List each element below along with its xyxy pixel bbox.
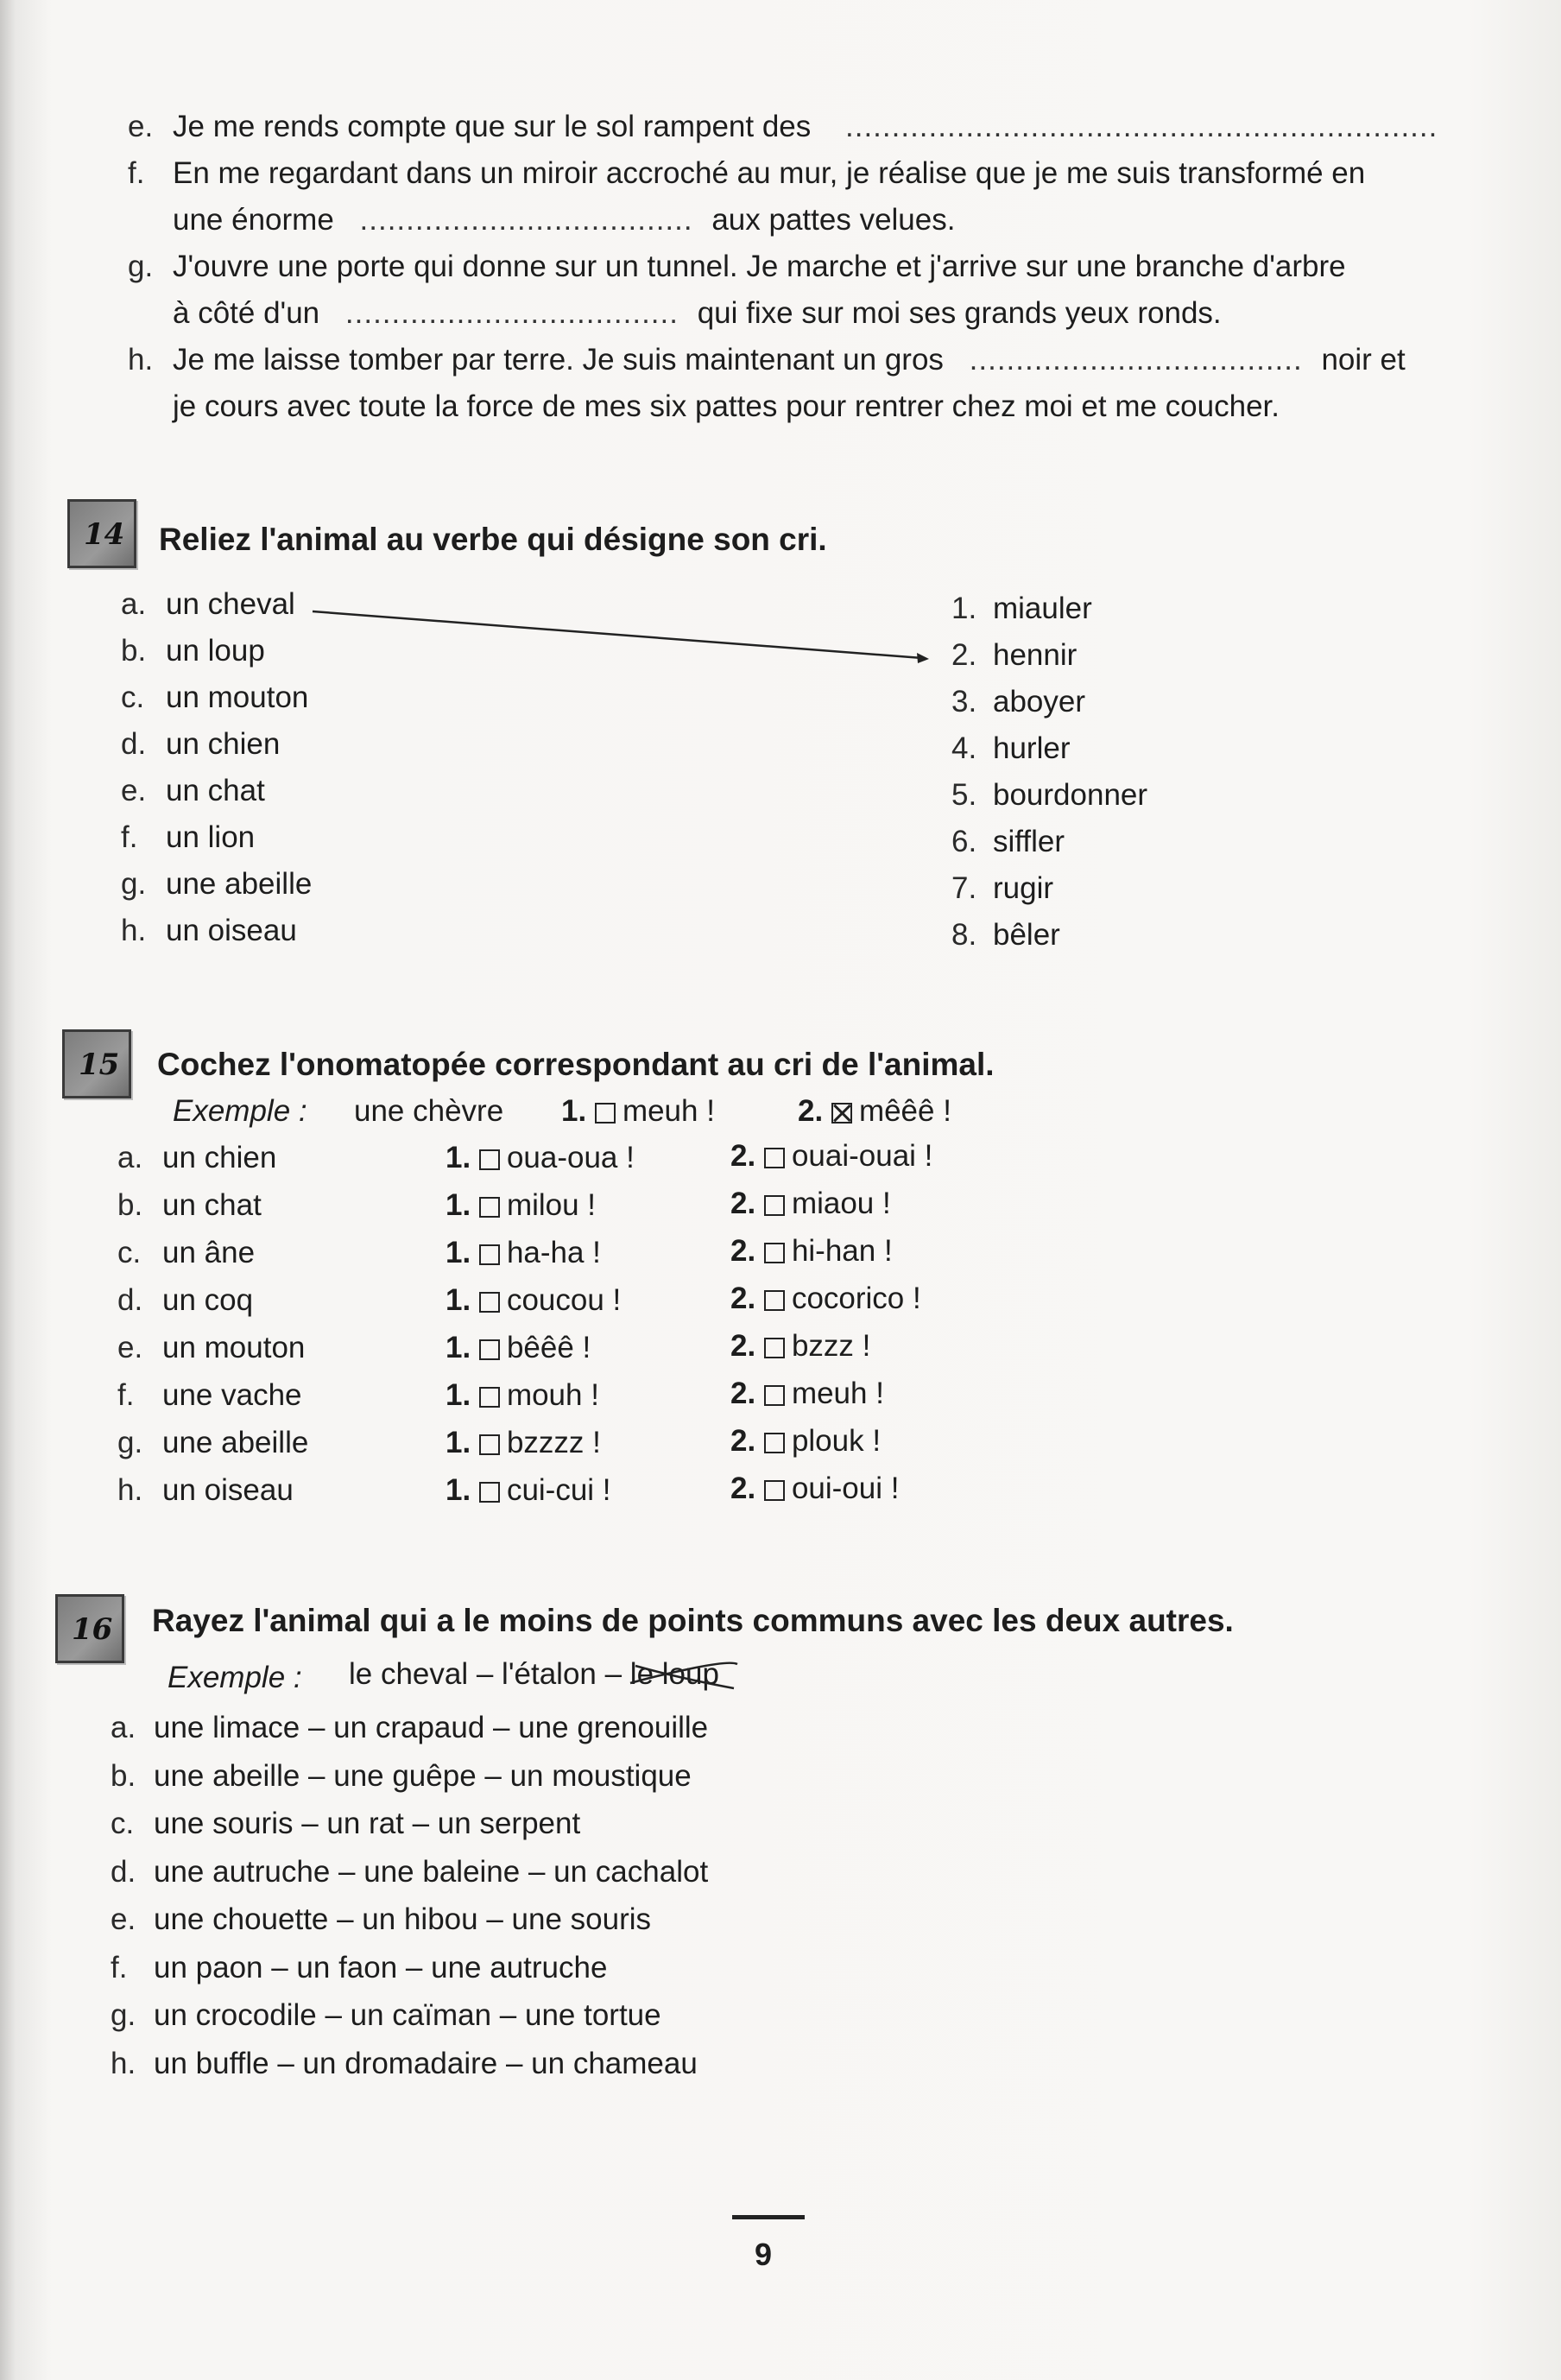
ex13-item-g-cont: à côté d'un .................................... qui fixe sur moi ses grands yeux ronds. <box>173 296 1222 330</box>
ex13-item-h-cont: je cours avec toute la force de mes six pattes pour rentrer chez moi et me coucher. <box>173 389 1280 423</box>
list-item[interactable]: 6. siffler <box>951 825 1065 858</box>
list-item[interactable]: d. une autruche – une baleine – un cachalot <box>111 1854 709 1889</box>
table-row: b. un chat <box>117 1188 262 1222</box>
list-item[interactable]: f. un lion <box>121 820 256 854</box>
checkbox[interactable] <box>764 1480 785 1501</box>
list-item[interactable]: a. un cheval <box>121 587 295 621</box>
exercise-number-badge: 15 <box>62 1029 131 1098</box>
option-1: 1. mouh ! <box>446 1378 599 1412</box>
answer-blank[interactable]: .................................... <box>969 343 1303 377</box>
example-option-1: 1. meuh ! <box>561 1094 715 1128</box>
list-item[interactable]: c. un mouton <box>121 680 309 714</box>
option-1: 1. cui-cui ! <box>446 1473 611 1507</box>
exercise-16-title: Rayez l'animal qui a le moins de points communs avec les deux autres. <box>152 1603 1234 1638</box>
table-row: h. un oiseau <box>117 1473 294 1507</box>
list-item[interactable]: b. une abeille – une guêpe – un moustique <box>111 1758 692 1793</box>
option-1: 1. coucou ! <box>446 1283 622 1317</box>
option-1: 1. oua-oua ! <box>446 1141 635 1174</box>
option-2: 2. oui-oui ! <box>730 1472 900 1505</box>
list-item[interactable]: h. un oiseau <box>121 914 297 947</box>
checkbox[interactable] <box>479 1244 500 1265</box>
list-item[interactable]: a. une limace – un crapaud – une grenouille <box>111 1711 709 1744</box>
option-2: 2. meuh ! <box>730 1377 884 1410</box>
example-option-2: 2. mêêê ! <box>798 1094 951 1128</box>
list-item[interactable]: h. un buffle – un dromadaire – un chameau <box>111 2046 698 2080</box>
table-row: e. un mouton <box>117 1331 306 1364</box>
ex16-example-text: le cheval – l'étalon – le loup <box>349 1656 719 1693</box>
checkbox[interactable] <box>595 1103 616 1124</box>
checkbox[interactable] <box>479 1292 500 1313</box>
strike-through-mark <box>627 1659 741 1695</box>
checkbox[interactable] <box>764 1433 785 1453</box>
answer-blank[interactable]: .................................... <box>359 203 693 237</box>
checkbox[interactable] <box>479 1434 500 1455</box>
option-2: 2. ouai-ouai ! <box>730 1139 933 1173</box>
ex13-item-e: e. Je me rends compte que sur le sol rampent des ................................................................ <box>128 110 1438 143</box>
option-2: 2. cocorico ! <box>730 1282 921 1315</box>
checkbox[interactable] <box>764 1148 785 1168</box>
struck-word: le loup <box>630 1657 719 1691</box>
list-item[interactable]: g. une abeille <box>121 867 313 901</box>
option-2: 2. hi-han ! <box>730 1234 893 1268</box>
list-item[interactable]: c. une souris – un rat – un serpent <box>111 1807 581 1840</box>
option-2: 2. plouk ! <box>730 1424 882 1458</box>
checkbox[interactable] <box>764 1195 785 1216</box>
checkbox[interactable] <box>479 1339 500 1360</box>
checkbox[interactable] <box>479 1149 500 1170</box>
ex16-example: Exemple : <box>167 1661 302 1694</box>
exercise-number-badge: 16 <box>55 1594 124 1663</box>
ex13-item-g: g. J'ouvre une porte qui donne sur un tunnel. Je marche et j'arrive sur une branche d'arbre <box>128 250 1346 283</box>
option-1: 1. milou ! <box>446 1188 597 1222</box>
table-row: a. un chien <box>117 1141 277 1174</box>
checkbox[interactable] <box>479 1482 500 1503</box>
example-animal: une chèvre <box>354 1094 504 1128</box>
table-row: d. un coq <box>117 1283 254 1317</box>
list-item[interactable]: e. un chat <box>121 774 265 807</box>
ex13-item-h: h. Je me laisse tomber par terre. Je suis maintenant un gros .................................... noir et <box>128 343 1406 377</box>
list-item[interactable]: e. une chouette – un hibou – une souris <box>111 1902 651 1936</box>
checkbox[interactable] <box>764 1290 785 1311</box>
table-row: f. une vache <box>117 1378 302 1412</box>
exercise-15-title: Cochez l'onomatopée correspondant au cri de l'animal. <box>157 1047 995 1082</box>
checkbox[interactable] <box>479 1197 500 1218</box>
list-item[interactable]: 4. hurler <box>951 731 1071 765</box>
checkbox[interactable] <box>764 1338 785 1358</box>
answer-blank[interactable]: ................................................................ <box>845 110 1438 143</box>
option-2: 2. bzzz ! <box>730 1329 871 1363</box>
list-item[interactable]: f. un paon – un faon – une autruche <box>111 1950 608 1984</box>
ex15-example: Exemple : <box>173 1094 307 1128</box>
answer-blank[interactable]: .................................... <box>344 296 679 330</box>
list-item[interactable]: 3. aboyer <box>951 685 1086 718</box>
list-item[interactable]: 5. bourdonner <box>951 778 1148 812</box>
ex13-item-f-cont: une énorme .................................... aux pattes velues. <box>173 203 956 237</box>
list-item[interactable]: 2. hennir <box>951 638 1078 672</box>
table-row: g. une abeille <box>117 1426 309 1459</box>
list-item[interactable]: 7. rugir <box>951 871 1054 905</box>
page-number-rule <box>732 2215 805 2219</box>
exercise-number-badge: 14 <box>67 499 136 568</box>
exercise-14-title: Reliez l'animal au verbe qui désigne son cri. <box>159 522 827 557</box>
ex13-item-f: f. En me regardant dans un miroir accroché au mur, je réalise que je me suis transformé en <box>128 156 1366 190</box>
checkbox[interactable] <box>764 1385 785 1406</box>
option-1: 1. ha-ha ! <box>446 1236 601 1269</box>
checked-checkbox[interactable] <box>831 1103 852 1124</box>
page-number: 9 <box>755 2237 773 2272</box>
checkbox[interactable] <box>479 1387 500 1408</box>
list-item[interactable]: 1. miauler <box>951 592 1092 625</box>
option-1: 1. bêêê ! <box>446 1331 591 1364</box>
list-item[interactable]: d. un chien <box>121 727 281 761</box>
checkbox[interactable] <box>764 1243 785 1263</box>
option-1: 1. bzzzz ! <box>446 1426 601 1459</box>
list-item[interactable]: 8. bêler <box>951 918 1060 952</box>
list-item[interactable]: g. un crocodile – un caïman – une tortue <box>111 1998 661 2032</box>
option-2: 2. miaou ! <box>730 1187 891 1220</box>
table-row: c. un âne <box>117 1236 256 1269</box>
list-item[interactable]: b. un loup <box>121 634 265 668</box>
